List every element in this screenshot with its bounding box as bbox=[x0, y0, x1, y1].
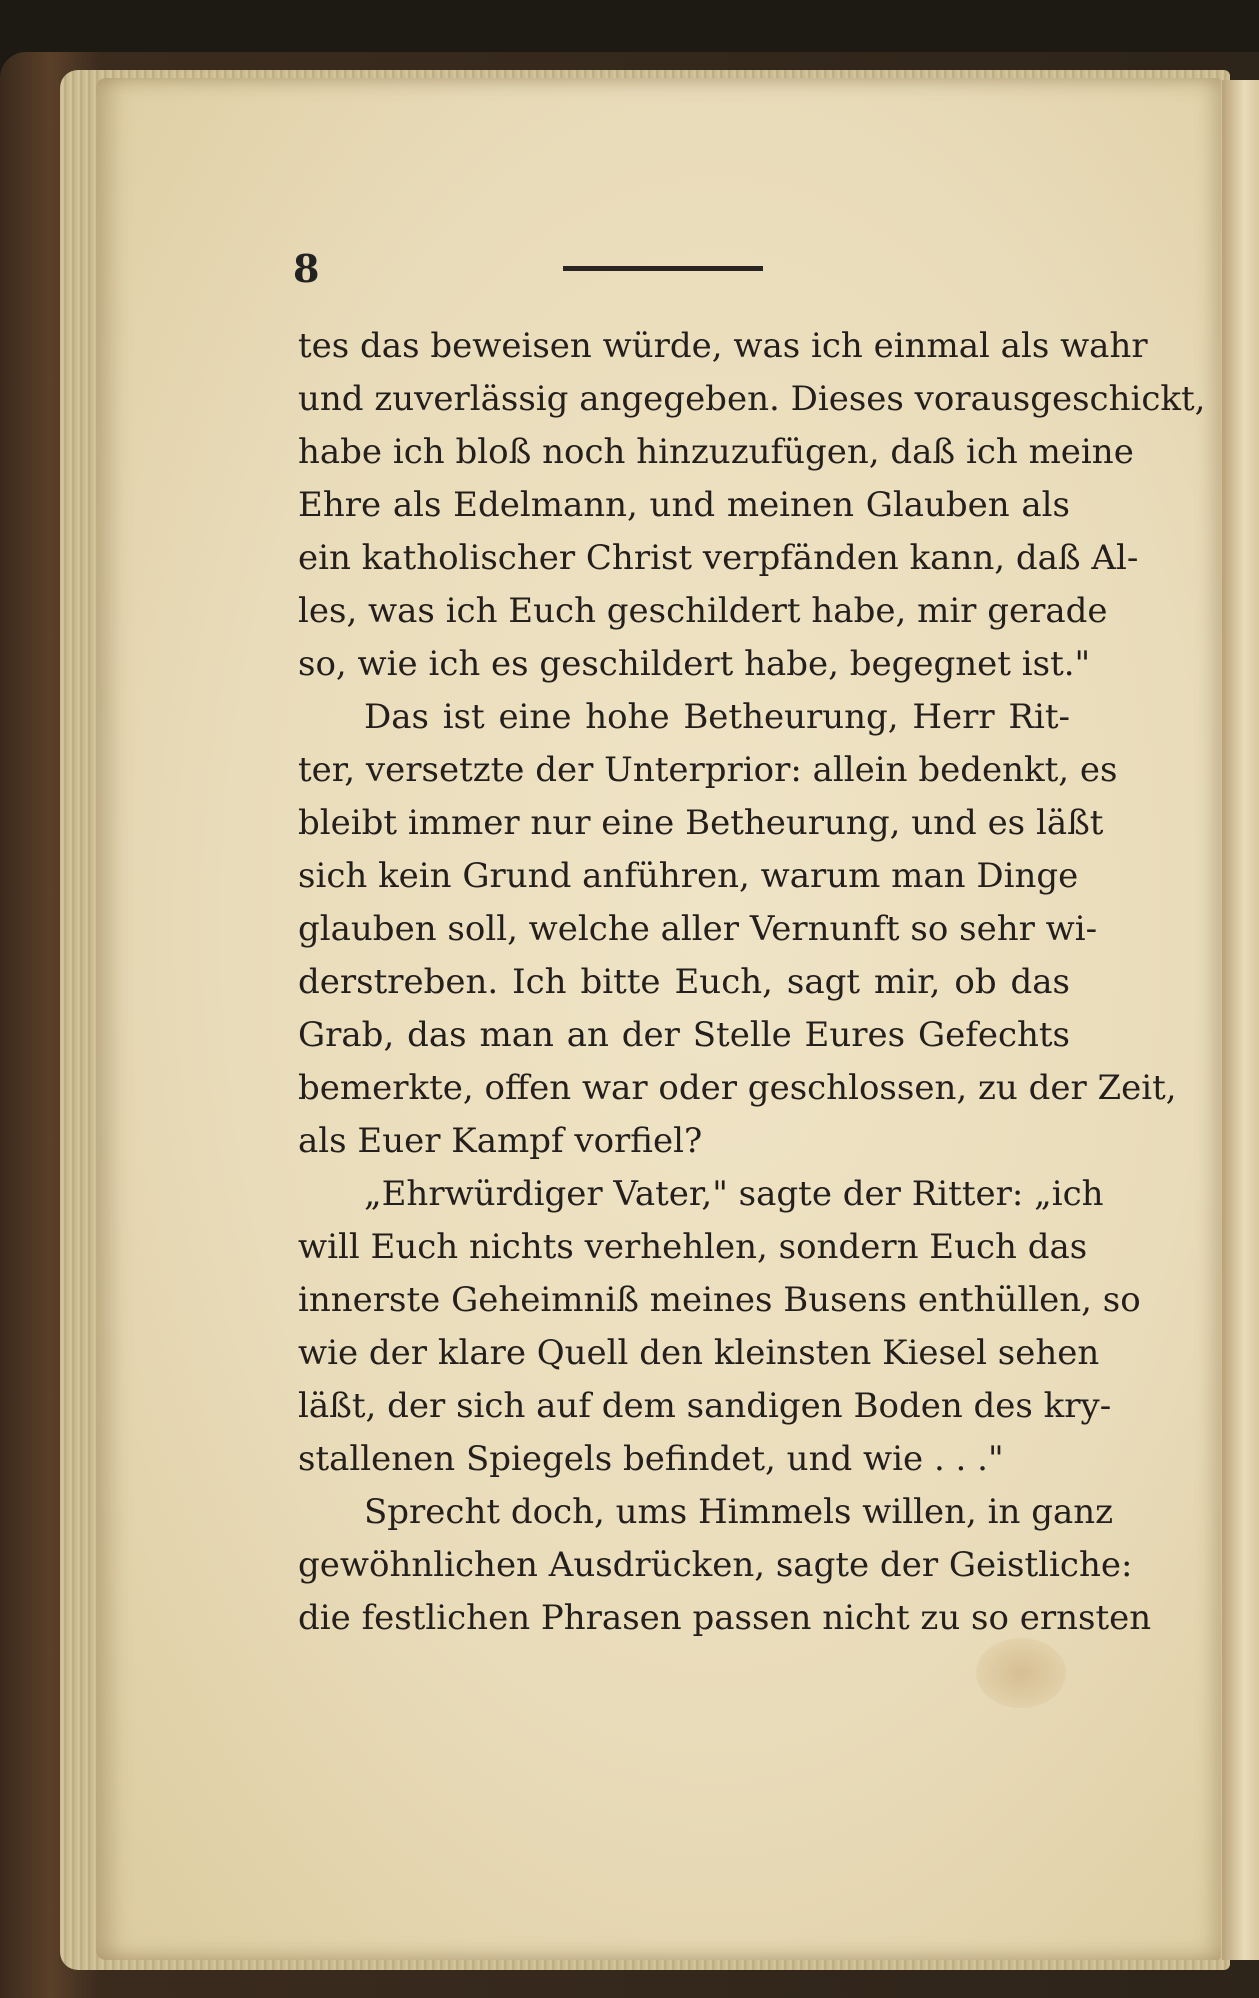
text-line: derstreben. Ich bitte Euch, sagt mir, ob das bbox=[298, 962, 1070, 1002]
header-rule bbox=[563, 266, 763, 271]
text-line: „Ehrwürdiger Vater," sagte der Ritter: „ich bbox=[364, 1174, 1104, 1214]
text-line: les, was ich Euch geschildert habe, mir gerade bbox=[298, 591, 1108, 631]
text-line: bleibt immer nur eine Betheurung, und es läßt bbox=[298, 803, 1104, 843]
text-line: als Euer Kampf vorfiel? bbox=[298, 1121, 703, 1161]
text-line: tes das beweisen würde, was ich einmal als wahr bbox=[298, 326, 1148, 366]
text-line: will Euch nichts verhehlen, sondern Euch das bbox=[298, 1227, 1088, 1267]
text-line: Grab, das man an der Stelle Eures Gefechts bbox=[298, 1015, 1070, 1055]
next-page-edge bbox=[1222, 80, 1259, 1960]
text-line: ein katholischer Christ verpfänden kann, daß Al- bbox=[298, 538, 1139, 578]
text-line: Ehre als Edelmann, und meinen Glauben als bbox=[298, 485, 1070, 525]
text-line: die festlichen Phrasen passen nicht zu so ernsten bbox=[298, 1598, 1152, 1638]
text-line: bemerkte, offen war oder geschlossen, zu der Zeit, bbox=[298, 1068, 1177, 1108]
paper-stain bbox=[976, 1638, 1066, 1708]
text-line: habe ich bloß noch hinzuzufügen, daß ich meine bbox=[298, 432, 1134, 472]
text-line: stallenen Spiegels befindet, und wie . . ." bbox=[298, 1439, 1004, 1479]
text-line: innerste Geheimniß meines Busens enthüllen, so bbox=[298, 1280, 1141, 1320]
text-line: sich kein Grund anführen, warum man Dinge bbox=[298, 856, 1079, 896]
text-line: läßt, der sich auf dem sandigen Boden des kry- bbox=[298, 1386, 1112, 1426]
text-line: so, wie ich es geschildert habe, begegnet ist." bbox=[298, 644, 1091, 684]
text-line: ter, versetzte der Unterprior: allein bedenkt, es bbox=[298, 750, 1118, 790]
text-line: und zuverlässig angegeben. Dieses vorausgeschickt, bbox=[298, 379, 1206, 419]
text-line: gewöhnlichen Ausdrücken, sagte der Geistliche: bbox=[298, 1545, 1133, 1585]
text-line: wie der klare Quell den kleinsten Kiesel sehen bbox=[298, 1333, 1100, 1373]
text-line: Sprecht doch, ums Himmels willen, in ganz bbox=[364, 1492, 1114, 1532]
text-line: glauben soll, welche aller Vernunft so sehr wi- bbox=[298, 909, 1098, 949]
text-line: Das ist eine hohe Betheurung, Herr Rit- bbox=[364, 697, 1070, 737]
page-number: 8 bbox=[293, 246, 320, 291]
